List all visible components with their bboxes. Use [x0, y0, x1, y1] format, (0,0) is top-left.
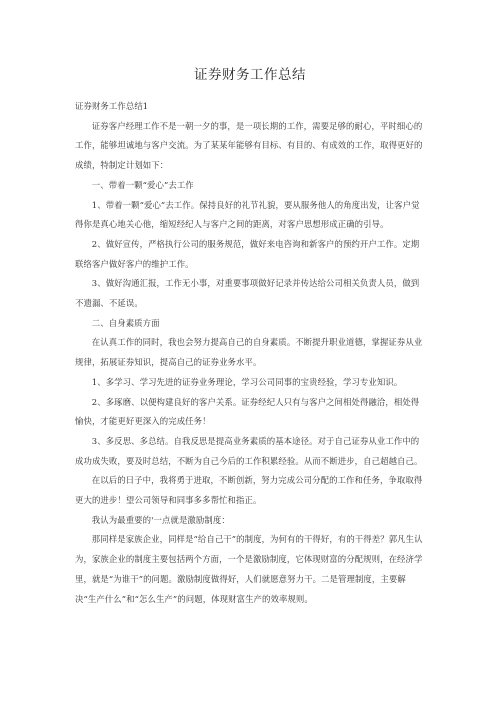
- paragraph: 二、自身素质方面: [91, 317, 160, 328]
- document-body: [75, 97, 427, 609]
- paragraph: 2、多琢磨、以便构建良好的客户关系。证券经纪人只有与客户之间相处得融洽，相处得愉快，才能更好更深入的完成任务！: [75, 396, 420, 427]
- paragraph: 一、带着一颗“爱心”去工作: [91, 179, 194, 190]
- section-heading: 证券财务工作总结1: [75, 101, 149, 111]
- paragraph: 1、多学习、学习先进的证券业务理论，学习公司同事的宝贵经验，学习专业知识。: [91, 376, 403, 387]
- paragraph: 1、带着一颗“爱心”去工作。保持良好的礼节礼貌，要从服务他人的角度出发，让客户觉得你是真心地关心他，缩短经纪人与客户之间的距离，对客户思想形成正确的引导。: [75, 199, 420, 230]
- paragraph: 3、做好沟通汇报，工作无小事，对重要事项做好记录并传达给公司相关负责人员，做到不遗漏、不延误。: [75, 278, 420, 309]
- paragraph: 我认为最重要的'一点就是激励制度：: [91, 514, 230, 525]
- paragraph: 在认真工作的同时，我也会努力提高自己的自身素质。不断提升职业道德，掌握证券从业规律，拓展证券知识，提高自己的证券业务水平。: [75, 337, 423, 368]
- paragraph: 证券客户经理工作不是一朝一夕的事，是一项长期的工作，需要足够的耐心，平时细心的工作，能够坦诚地与客户交流。为了某某年能够有目标、有目的、有成效的工作，取得更好的成绩，特制定计划如下：: [75, 120, 423, 171]
- paragraph: 在以后的日子中，我将勇于进取，不断创新，努力完成公司分配的工作和任务，争取取得更大的进步！望公司领导和同事多多帮忙和指正。: [75, 475, 423, 506]
- paragraph: 那同样是家族企业，同样是“给自己干”的制度，为何有的干得好，有的干得差？郭凡生认为，家族企业的制度主要包括两个方面，一个是激励制度，它体现财富的分配规则，在经济学里，就是“为谁干”的问题。激励制度做得好，人们就愿意努力干。二是管理制度，主要解决“生产什么”和“怎么生产”的问题，体现财富生产的效率规则。: [75, 534, 423, 604]
- page-title: 证券财务工作总结: [194, 67, 306, 83]
- paragraph: 2、做好宣传，严格执行公司的服务规范，做好来电咨询和新客户的预约开户工作。定期联络客户做好客户的维护工作。: [75, 238, 420, 269]
- paragraph: 3、多反思、多总结。自我反思是提高业务素质的基本途径。对于自己证券从业工作中的成功成失败，要及时总结，不断为自己今后的工作积累经验。从而不断进步，自己超越自己。: [75, 435, 423, 466]
